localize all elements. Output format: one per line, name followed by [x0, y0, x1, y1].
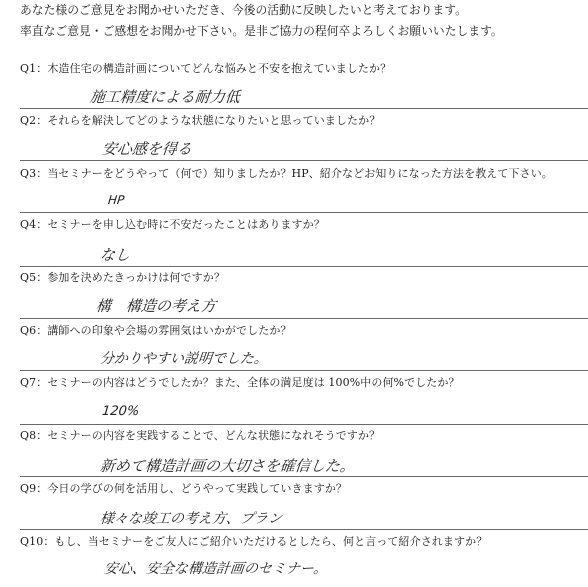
answer-line: [20, 424, 588, 425]
question-10: Q10：もし、当セミナーをご友人にご紹介いただけるとしたら、何と言って紹介されますか？: [20, 535, 488, 548]
answer-10: 安心、安全な構造計画のセミナー。: [103, 561, 329, 577]
answer-line: [20, 370, 588, 371]
answer-2: 安心感を得る: [101, 140, 193, 158]
intro-line-1: あなた様のご意見をお聞かせいただき、今後の活動に反映したいと考えております。: [20, 3, 467, 17]
question-8: Q8：セミナーの内容を実践することで、どんな状態になれそうですか？: [20, 429, 381, 442]
answer-3: HP: [107, 193, 126, 207]
question-9: Q9：今日の学びの何を活用し、どうやって実践していきますか？: [20, 482, 348, 495]
question-3: Q3：当セミナーをどうやって（何で）知りましたか？HP、紹介などお知りになった方法を教えて下さい。: [20, 167, 553, 180]
answer-line: [20, 212, 588, 213]
answer-line: [20, 266, 588, 267]
answer-line: [20, 476, 588, 477]
answer-8: 新めて構造計画の大切さを確信した。: [99, 457, 356, 475]
answer-4: なし: [99, 246, 131, 264]
answer-line: [20, 529, 588, 530]
answer-6: 分かりやすい説明でした。: [99, 351, 269, 367]
answer-line: [20, 318, 588, 319]
question-1: Q1：木造住宅の構造計画についてどんな悩みと不安を抱えていましたか？: [20, 62, 392, 75]
answer-line: [20, 160, 588, 161]
answer-line: [20, 108, 588, 109]
question-2: Q2：それらを解決してどのような状態になりたいと思っていましたか？: [20, 114, 381, 127]
question-4: Q4：セミナーを申し込む時に不安だったことはありますか？: [20, 218, 325, 231]
question-6: Q6：講師への印象や会場の雰囲気はいかがでしたか？: [20, 324, 292, 337]
answer-1: 施工精度による耐力低: [89, 88, 241, 106]
question-7: Q7：セミナーの内容はどうでしたか？また、全体の満足度は 100%中の何%でしたか？: [20, 376, 460, 389]
question-5: Q5：参加を決めたきっかけは何ですか？: [20, 271, 225, 284]
intro-line-2: 率直なご意見・ご感想をお聞かせ下さい。是非ご協力の程何卒よろしくお願いいたします。: [20, 24, 503, 38]
answer-9: 様々な竣工の考え方、プラン: [99, 511, 283, 527]
answer-5: 構 構造の考え方: [95, 297, 217, 315]
answer-7: 120%: [101, 404, 140, 419]
